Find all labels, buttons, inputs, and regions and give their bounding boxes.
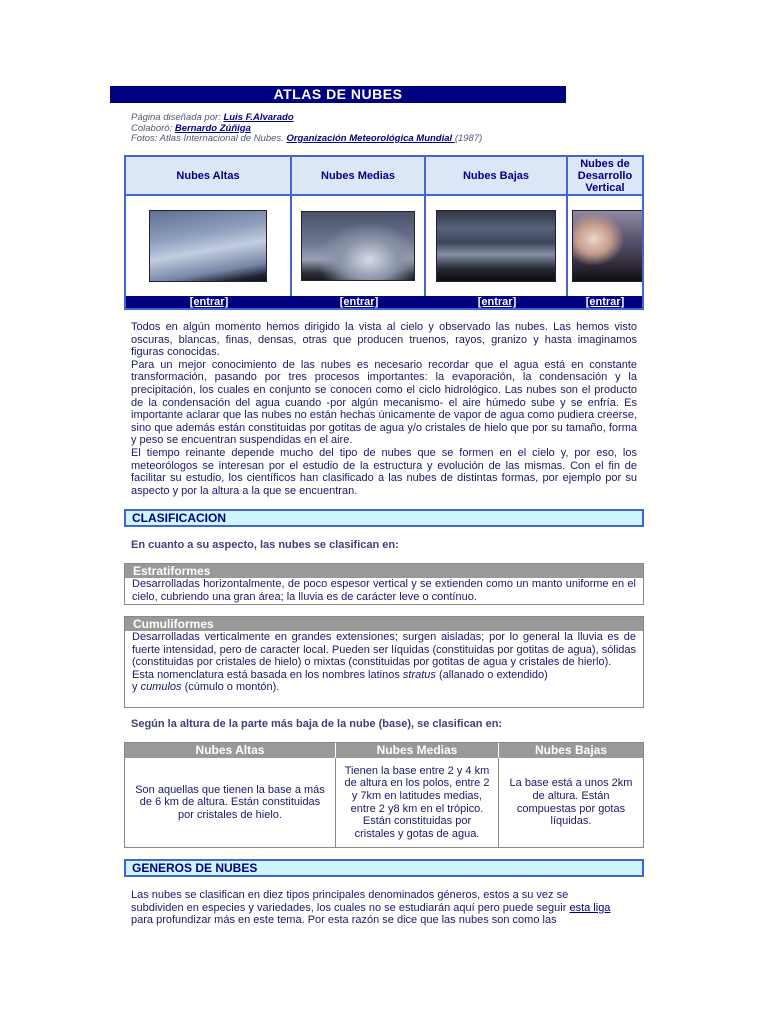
intro-text: [131, 321, 637, 497]
height-cell-medias: [336, 758, 499, 847]
nomenclature-pre: Esta nomenclatura está basada en los nombres latinos: [132, 668, 403, 681]
estratiformes-box: [124, 563, 644, 605]
enter-vertical-link[interactable]: [entrar]: [585, 296, 625, 308]
enter-bajas-link[interactable]: [entrar]: [477, 296, 517, 308]
photo-cell-bajas: [426, 196, 568, 296]
height-classification-table: [124, 742, 644, 848]
height-head-altas: Nubes Altas: [125, 743, 336, 758]
height-text-medias: Tienen la base entre 2 y 4 km de altura en los polos, entre 2 y 7km en latitudes medias, entre 2 y8 km en el trópico. Están constituidas por cristales y gotas de agua.: [344, 764, 490, 840]
height-text-bajas: La base está a unos 2km de altura. Están compuestas por gotas líquidas.: [509, 777, 633, 828]
height-cell-bajas: [499, 758, 643, 847]
generos-heading: GENEROS DE NUBES: [124, 859, 644, 877]
category-header-altas: Nubes Altas: [126, 157, 292, 196]
category-header-medias: Nubes Medias: [292, 157, 426, 196]
nomenclature-note: [132, 669, 636, 694]
cumuliformes-text: [125, 631, 643, 694]
high-clouds-photo[interactable]: [149, 210, 267, 282]
photo-cell-altas: [126, 196, 292, 296]
credit-designer-label: Página diseñada por:: [131, 112, 224, 123]
generos-text: [131, 889, 611, 927]
nomenclature-y: y: [132, 681, 141, 694]
category-header-bajas: Nubes Bajas: [426, 157, 568, 196]
height-head-bajas: Nubes Bajas: [499, 743, 643, 758]
generos-text-pre: Las nubes se clasifican en diez tipos principales denominados géneros, estos a su vez se subdividen en especies y variedades, los cuales no se estudiarán aquí pero puede seguir: [131, 889, 570, 914]
category-header-vertical: Nubes de Desarrollo Vertical: [568, 157, 642, 196]
clasificacion-heading: CLASIFICACION: [124, 509, 644, 527]
cloud-category-grid: [124, 155, 644, 310]
low-clouds-photo[interactable]: [436, 210, 556, 282]
height-text-altas: Son aquellas que tienen la base a más de 6 km de altura. Están constituidas por cristales de hielo.: [135, 783, 325, 821]
esta-liga-link[interactable]: esta liga: [569, 901, 611, 914]
height-cell-altas: [125, 758, 336, 847]
credit-photos-year: (1987): [454, 133, 483, 144]
cumulos-term: cumulos: [140, 681, 182, 694]
estratiformes-title: Estratiformes: [125, 564, 643, 578]
nomenclature-mid: (allanado o extendido): [435, 668, 548, 681]
nomenclature-end: (cúmulo o montón).: [181, 681, 280, 694]
enter-altas-link[interactable]: [entrar]: [189, 296, 229, 308]
height-head-medias: Nubes Medias: [336, 743, 499, 758]
middle-clouds-photo[interactable]: [301, 211, 415, 281]
photo-cell-medias: [292, 196, 426, 296]
vertical-clouds-photo[interactable]: [572, 210, 642, 282]
intro-paragraph-3: El tiempo reinante depende mucho del tipo de nubes que se formen en el cielo y, por eso, los meteorólogos se interesan por el estudio de la estructura y evolución de las mismas. Con el fin de facilitar su estudio, los científicos han clasificado a las nubes de distintas formas, por ejemplo por su aspecto y por la altura a la que se encuentran.: [131, 446, 637, 497]
cumuliformes-description: Desarrolladas verticalmente en grandes extensiones; surgen aisladas; por lo general la lluvia es de fuerte intensidad, pero de caracter local. Pueden ser líquidas (constituidas por gotitas de agua), sólidas (constituidas por cristales de hielo) o mixtas (constituidas por gotitas de agua y cristales de hierlo).: [132, 631, 636, 669]
cumuliformes-box: [124, 616, 644, 708]
credit-photos: [131, 134, 482, 145]
wmo-link[interactable]: Organización Meteorológica Mundial: [286, 133, 455, 144]
generos-text-post: para profundizar más en este tema. Por esta razón se dice que las nubes son como las: [131, 914, 557, 927]
photo-cell-vertical: [568, 196, 642, 296]
designer-link[interactable]: Luis F.Alvarado: [223, 112, 294, 123]
credit-photos-label: Fotos: Atlas Internacional de Nubes.: [131, 133, 287, 144]
height-intro: Según la altura de la parte más baja de la nube (base), se clasifican en:: [131, 718, 503, 730]
page-title: ATLAS DE NUBES: [110, 86, 566, 103]
intro-paragraph-1: Todos en algún momento hemos dirigido la vista al cielo y observado las nubes. Las hemos visto oscuras, blancas, finas, densas, otras que producen truenos, rayos, granizo y hasta imaginamos figuras conocidas.: [131, 321, 637, 359]
estratiformes-text: Desarrolladas horizontalmente, de poco espesor vertical y se extienden como un manto uniforme en el cielo, cubriendo una gran área; la lluvia es de carácter leve o contínuo.: [132, 578, 636, 603]
intro-paragraph-2: Para un mejor conocimiento de las nubes es necesario recordar que el agua está en constante transformación, pasando por tres procesos importantes: la evaporación, la condensación y la precipitación, los cuales en conjunto se conocen como el ciclo hidrológico. Las nubes son el producto de la condensación del agua cuando -por algún mecanismo- el aire húmedo sube y se enfría. Es importante aclarar que las nubes no están hechas únicamente de vapor de agua como pudiera creerse, sino que además están constituidas por gotitas de agua y/o cristales de hielo que por su tamaño, forma y peso se encuentran suspendidas en el aire.: [131, 358, 637, 447]
credits: [131, 113, 482, 145]
stratus-term: stratus: [402, 668, 436, 681]
credit-collaborator-label: Colaboró:: [131, 122, 175, 134]
aspect-intro: En cuanto a su aspecto, las nubes se clasifican en:: [131, 539, 399, 551]
cumuliformes-title: Cumuliformes: [125, 617, 643, 631]
collaborator-link[interactable]: Bernardo Zúñiga: [174, 122, 251, 134]
enter-medias-link[interactable]: [entrar]: [339, 296, 379, 308]
